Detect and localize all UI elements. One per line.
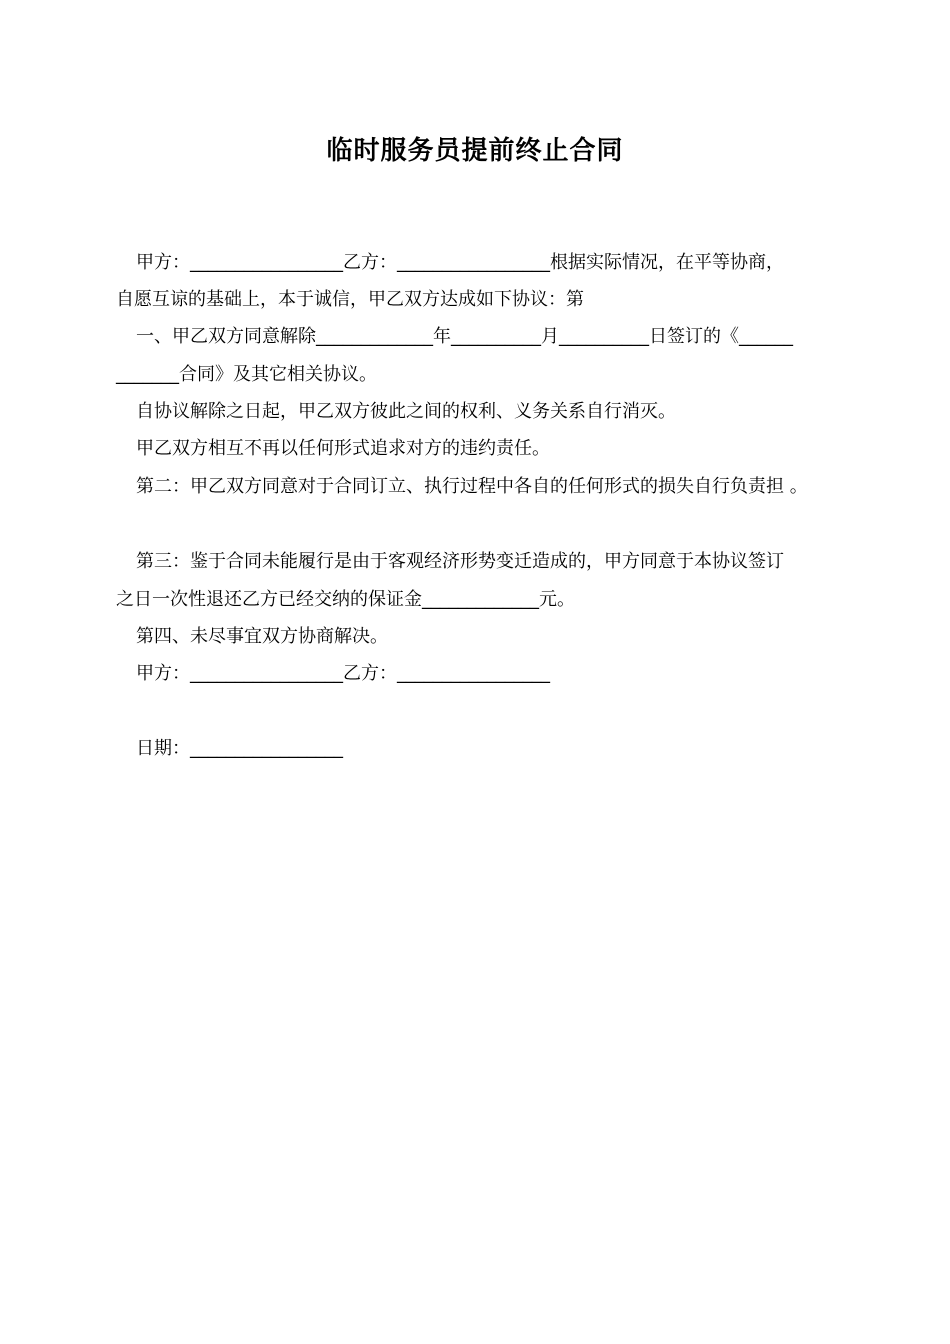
clause-one-line-2: _______合同》及其它相关协议。 <box>116 364 377 385</box>
clause-one-line-1: 一、甲乙双方同意解除_____________年__________月__________日签订的《______ <box>136 326 793 347</box>
clause-one-line-3: 自协议解除之日起，甲乙双方彼此之间的权利、义务关系自行消灭。 <box>136 401 676 422</box>
clause-four: 第四、未尽事宜双方协商解决。 <box>136 626 388 647</box>
clause-one-line-4: 甲乙双方相互不再以任何形式追求对方的违约责任。 <box>136 438 550 459</box>
signature-date: 日期：_________________ <box>136 738 343 759</box>
clause-three-line-2: 之日一次性退还乙方已经交纳的保证金_____________元。 <box>116 589 575 610</box>
paragraph-intro-line-1: 甲方：_________________乙方：_________________根据实际情况，在平等协商， <box>136 252 784 273</box>
clause-three-line-1: 第三：鉴于合同未能履行是由于客观经济形势变迁造成的，甲方同意于本协议签订 <box>136 551 784 572</box>
signature-parties: 甲方：_________________乙方：_________________ <box>136 663 550 684</box>
clause-two: 第二：甲乙双方同意对于合同订立、执行过程中各自的任何形式的损失自行负责担 。 <box>136 476 808 497</box>
document-title: 临时服务员提前终止合同 <box>326 136 624 166</box>
paragraph-intro-line-2: 自愿互谅的基础上，本于诚信，甲乙双方达成如下协议：第 <box>116 289 584 310</box>
